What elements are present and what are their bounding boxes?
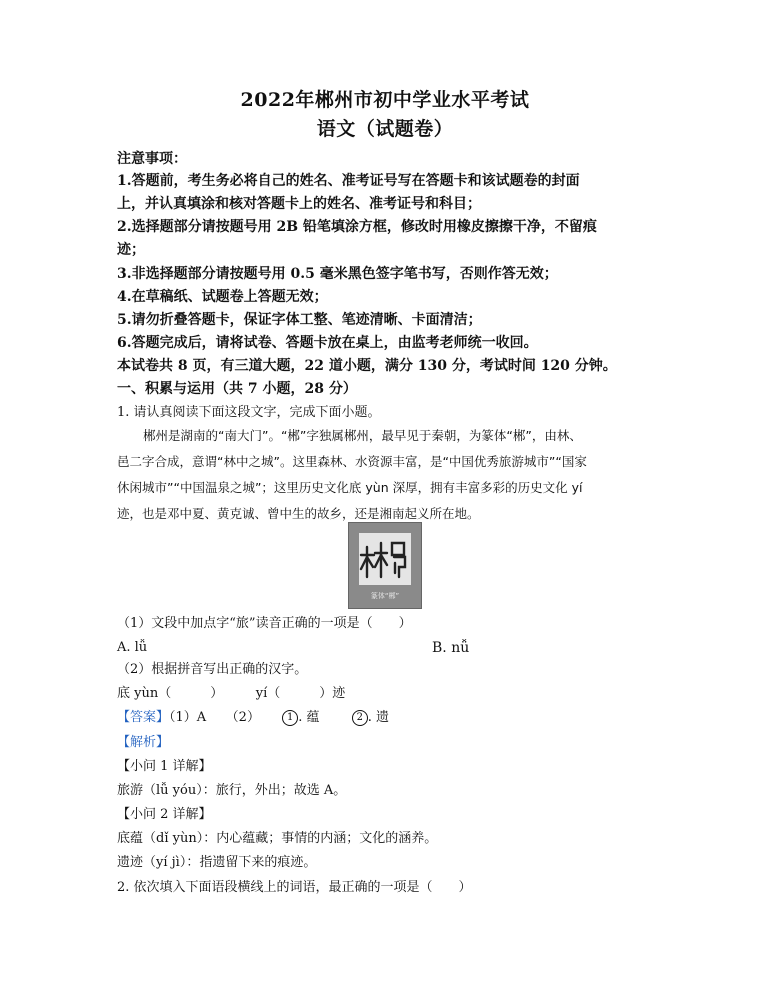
notice-item: 6.答题完成后，请将试卷、答题卡放在桌上，由监考老师统一收回。 [117,335,538,351]
detail-2-text: 底蕴（dǐ yùn）：内心蕴藏；事情的内涵；文化的涵养。 [117,831,438,846]
seal-character-icon [359,533,411,585]
seal-caption: 篆体“郴” [370,592,400,600]
subquestion-2: （2）根据拼音写出正确的汉字。 [117,662,308,677]
notice-heading: 注意事项： [117,151,187,167]
passage-line: 迹，也是邓中夏、黄克诚、曾中生的故乡，还是湘南起义所在地。 [117,506,480,521]
option-a: A. lǚ [117,640,148,655]
pinyin-blanks: 底 yùn（ ） yí（ ）迹 [117,686,346,701]
subquestion-1: （1）文段中加点字“旅”读音正确的一项是（ ） [117,616,412,631]
passage-line: 邑二字合成，意谓“林中之城”。这里森林、水资源丰富，是“中国优秀旅游城市”“国家 [117,454,587,469]
answer-text: （1）A （2） [169,710,260,725]
notice-item: 5.请勿折叠答题卡，保证字体工整、笔迹清晰、卡面清洁； [117,312,482,328]
notice-item: 3.非选择题部分请按题号用 0.5 毫米黑色签字笔书写，否则作答无效； [117,266,558,282]
detail-2-heading: 【小问 2 详解】 [117,807,212,822]
question-2-prompt: 2. 依次填入下面语段横线上的词语，最正确的一项是（ ） [117,880,472,895]
answer-word: . 遗 [367,710,390,725]
page-subtitle: 语文（试题卷） [316,118,454,140]
detail-1-heading: 【小问 1 详解】 [117,759,212,774]
detail-1-text: 旅游（lǚ yóu）：旅行，外出；故选 A。 [117,783,347,798]
answer-line [117,708,657,728]
passage-line: 休闲城市”“中国温泉之城”；这里历史文化底 yùn 深厚，拥有丰富多彩的历史文化 yí [117,480,583,495]
notice-item: 4.在草稿纸、试题卷上答题无效； [117,289,328,305]
answer-tag: 【答案】 [117,710,170,725]
page-title: 2022年郴州市初中学业水平考试 [240,89,530,111]
detail-2-text: 遗迹（yí jì）：指遗留下来的痕迹。 [117,855,317,870]
answer-word: . 蕴 [298,710,320,725]
answer-number-circle: 1 [282,710,298,726]
notice-item: 迹； [117,242,145,258]
section-heading: 一、积累与运用（共 7 小题，28 分） [117,381,357,397]
answer-number-circle: 2 [352,710,368,726]
notice-item: 1.答题前，考生务必将自己的姓名、准考证号写在答题卡和该试题卷的封面 [117,173,580,189]
seal-script-image [348,522,422,609]
reading-passage [117,423,662,527]
notice-item: 2.选择题部分请按题号用 2B 铅笔填涂方框，修改时用橡皮擦擦干净，不留痕 [117,219,597,235]
option-b: B. nǚ [432,640,470,656]
passage-line: 郴州是湖南的“南大门”。“郴”字独属郴州，最早见于秦朝，为篆体“郴”，由林、 [143,428,582,443]
question-1-prompt: 1. 请认真阅读下面这段文字，完成下面小题。 [117,405,381,420]
notice-item: 上，并认真填涂和核对答题卡上的姓名、准考证号和科目； [117,196,481,212]
exam-summary: 本试卷共 8 页，有三道大题，22 道小题，满分 130 分，考试时间 120 分钟。 [117,358,617,374]
analysis-tag: 【解析】 [117,735,170,750]
seal-character-figure [359,533,411,585]
